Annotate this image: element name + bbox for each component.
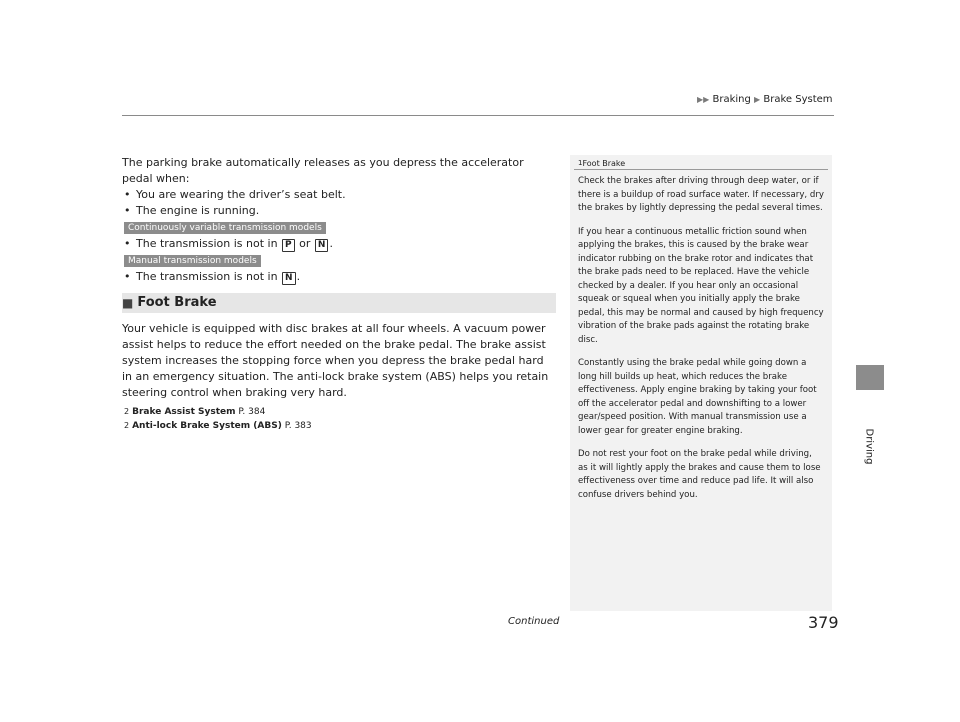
note-number-icon: 1: [578, 159, 583, 167]
square-icon: ■: [122, 296, 134, 310]
note-paragraph: Constantly using the brake pedal while going down a long hill builds up heat, which reduces the brake effectiveness. Apply engine braking by taking your foot off the accelerator pedal and downshifting to a lower gear/speed position. With manual transmission use a lower gear for greater engine braking.: [578, 358, 817, 436]
bullet-item: • You are wearing the driver’s seat belt.: [122, 187, 556, 203]
chapter-tab: [856, 365, 884, 390]
cvt-or-text: or: [299, 237, 311, 250]
manual-bullet: • The transmission is not in N .: [122, 269, 556, 285]
intro-text: The parking brake automatically releases as you depress the accelerator pedal when:: [122, 156, 524, 185]
manual-bullet-text: The transmission is not in: [136, 270, 278, 283]
breadcrumb-level1: Braking: [712, 94, 751, 105]
arrow-icon: ▶: [754, 95, 761, 104]
xref-page: P. 383: [284, 421, 312, 431]
cvt-bullet-text: The transmission is not in: [136, 237, 278, 250]
xref-page: P. 384: [238, 407, 266, 417]
breadcrumb-level2: Brake System: [763, 94, 833, 105]
note-paragraph: Check the brakes after driving through deep water, or if there is a buildup of road surface water. If necessary, dry the brakes by lightly depressing the pedal several times.: [578, 176, 824, 213]
notes-heading: [574, 155, 828, 170]
notes-body: [570, 170, 832, 502]
arrow-icon: ▶▶: [697, 95, 710, 104]
cross-reference-link[interactable]: [122, 405, 556, 419]
main-content: [122, 155, 556, 433]
key-n-icon: N: [315, 239, 329, 252]
xref-title: Anti-lock Brake System (ABS): [132, 421, 282, 431]
reference-arrow-icon: 2: [124, 421, 130, 430]
cross-reference-link[interactable]: [122, 419, 556, 433]
section-header: [122, 293, 556, 313]
manual-models-tag: Manual transmission models: [124, 255, 261, 267]
breadcrumb: [697, 94, 833, 105]
cvt-bullet: • The transmission is not in P or N .: [122, 236, 556, 252]
cvt-models-tag: Continuously variable transmission models: [124, 222, 326, 234]
continued-label: Continued: [508, 616, 560, 627]
key-n-icon: N: [282, 272, 296, 285]
note-paragraph: If you hear a continuous metallic friction sound when applying the brakes, this is caused by the brake wear indicator rubbing on the brake rotor and indicates that the brake pads need to be replaced. Have the vehicle checked by a dealer. If you hear only an occasional squeak or squeal when you initially apply the brake pedal, this may be normal and caused by high frequency vibration of the brake pads against the rotating brake disc.: [578, 226, 824, 345]
bullet-item: • The engine is running.: [122, 203, 556, 219]
notes-panel: [570, 155, 832, 611]
xref-title: Brake Assist System: [132, 407, 236, 417]
note-paragraph: Do not rest your foot on the brake pedal while driving, as it will lightly apply the brakes and cause them to lose effectiveness over time and reduce pad life. It will also confuse drivers behind you.: [578, 449, 821, 500]
chapter-label: Driving: [863, 428, 875, 465]
page-number: 379: [808, 613, 839, 632]
header-rule: [122, 115, 834, 116]
section-title: Foot Brake: [137, 295, 217, 310]
notes-heading-text: Foot Brake: [582, 159, 626, 168]
reference-arrow-icon: 2: [124, 407, 130, 416]
key-p-icon: P: [282, 239, 295, 252]
body-text: Your vehicle is equipped with disc brakes at all four wheels. A vacuum power assist helps to reduce the effort needed on the brake pedal. The brake assist system increases the stopping force when you depress the brake pedal hard in an emergency situation. The anti-lock brake system (ABS) helps you retain steering control when braking very hard.: [122, 322, 549, 399]
